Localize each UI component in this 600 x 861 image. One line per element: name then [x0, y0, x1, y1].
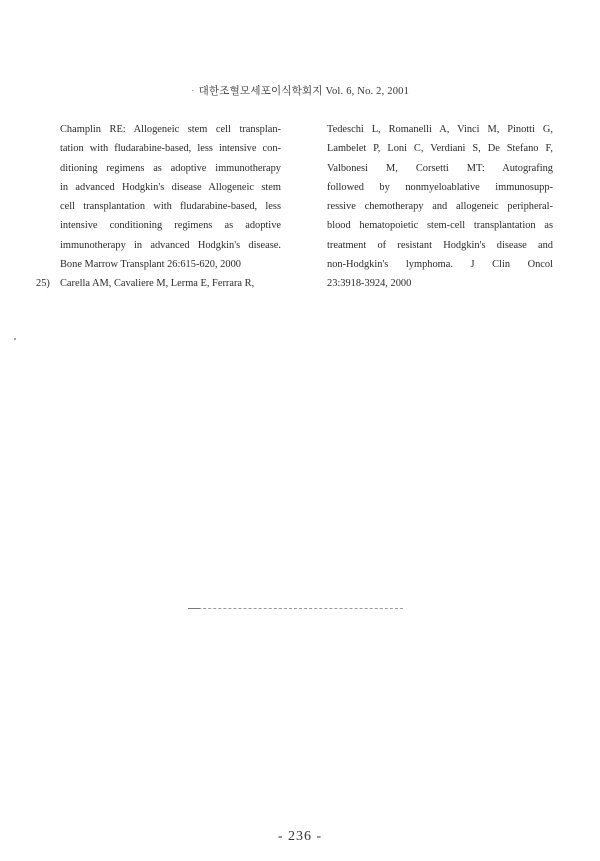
journal-citation: 대한조혈모세포이식학회지 Vol. 6, No. 2, 2001 [198, 86, 410, 97]
reference-line: cell transplantation with fludarabine-based, less [60, 201, 281, 213]
left-column [36, 120, 281, 294]
header-bullet: · [190, 86, 195, 97]
reference-line: Tedeschi L, Romanelli A, Vinci M, Pinotti G, [327, 124, 553, 135]
right-column [327, 120, 553, 294]
reference-line: blood hematopoietic stem-cell transplantation as [327, 220, 553, 232]
reference-line: tation with fludarabine-based, less intensive con- [60, 143, 281, 155]
reference-line: followed by nonmyeloablative immunosupp- [327, 181, 553, 193]
reference-line: ressive chemotherapy and allogeneic peripheral- [327, 201, 553, 213]
running-header [0, 83, 600, 98]
reference-line: ditioning regimens as adoptive immunotherapy [60, 162, 281, 174]
divider-segment [188, 608, 200, 609]
reference-line: in advanced Hodgkin's disease Allogeneic stem [60, 181, 281, 193]
scan-speck [14, 338, 16, 340]
reference-25 [36, 274, 281, 293]
reference-line: Bone Marrow Transplant 26:615-620, 2000 [60, 259, 241, 271]
reference-line: non-Hodgkin's lymphoma. J Clin Oncol [327, 259, 553, 271]
reference-number: 25) [36, 278, 50, 290]
page-number: - 236 - [277, 829, 323, 844]
reference-line: immunotherapy in advanced Hodgkin's disease. [60, 239, 281, 251]
reference-line: Lambelet P, Loni C, Verdiani S, De Stefano F, [327, 143, 553, 155]
reference-line: Carella AM, Cavaliere M, Lerma E, Ferrara R, [60, 278, 255, 290]
footnote-divider [188, 608, 403, 609]
reference-line: 23:3918-3924, 2000 [327, 278, 412, 290]
reference-line: intensive conditioning regimens as adoptive [60, 220, 281, 232]
reference-line: Champlin RE: Allogeneic stem cell transplan- [60, 124, 281, 135]
reference-line: Valbonesi M, Corsetti MT: Autografing [327, 162, 553, 174]
reference-line: treatment of resistant Hodgkin's disease and [327, 239, 553, 251]
